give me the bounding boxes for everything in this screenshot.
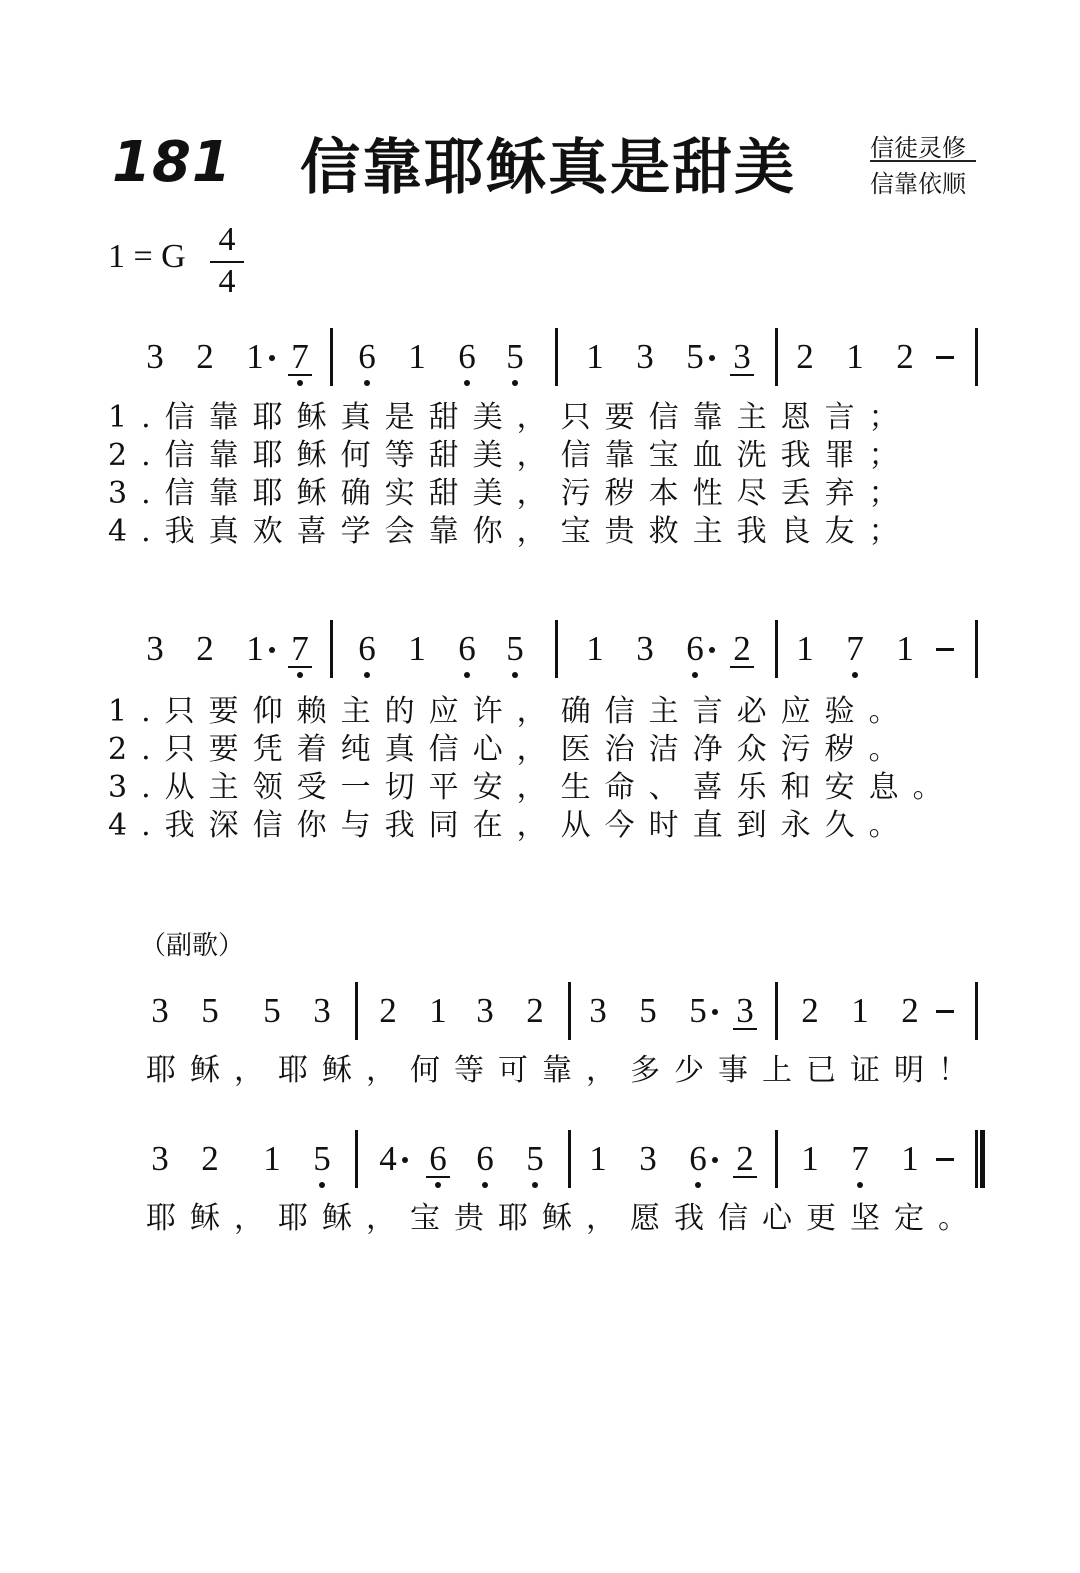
note-digit: 6	[476, 1139, 494, 1178]
lyric-line: 1.只要仰赖主的应许，确信主言必应验。	[108, 694, 913, 729]
category-divider	[870, 160, 976, 162]
note-digit: 5	[686, 337, 704, 376]
note-digit: 4	[379, 1139, 397, 1178]
category-top: 信徒灵修	[870, 134, 966, 162]
note-digit: 2	[896, 337, 914, 376]
low-octave-dot	[297, 380, 303, 386]
note-digit: 6	[689, 1139, 707, 1178]
eighth-underline	[733, 1176, 757, 1178]
bar-line	[775, 620, 778, 678]
low-octave-dot	[852, 672, 858, 678]
note-digit: 7	[291, 337, 309, 376]
low-octave-dot	[512, 672, 518, 678]
low-octave-dot	[297, 672, 303, 678]
note-digit: 3	[733, 337, 751, 376]
note	[680, 628, 710, 678]
augmentation-dot	[712, 1157, 718, 1163]
note-digit: 5	[201, 991, 219, 1030]
note-digit: 1	[586, 629, 604, 668]
note	[683, 1138, 713, 1188]
bar-line	[775, 1130, 778, 1188]
sustain-dash	[936, 1010, 954, 1013]
note	[580, 628, 610, 678]
note-digit: 6	[458, 337, 476, 376]
note	[470, 1138, 500, 1188]
note	[452, 336, 482, 386]
bar-line	[330, 328, 333, 386]
note-digit: 7	[846, 629, 864, 668]
note-digit: 1	[801, 1139, 819, 1178]
eighth-underline	[288, 374, 312, 376]
note	[895, 990, 925, 1040]
eighth-underline	[733, 1028, 757, 1030]
lyric-line: 3.从主领受一切平安，生命、喜乐和安息。	[108, 770, 957, 805]
note-digit: 3	[589, 991, 607, 1030]
final-bar-line	[980, 1130, 985, 1188]
augmentation-dot	[269, 647, 275, 653]
note-digit: 5	[689, 991, 707, 1030]
lyric-line: 耶稣，耶稣，宝贵耶稣，愿我信心更坚定。	[146, 1201, 982, 1236]
key-signature: 1 = G	[108, 238, 186, 275]
bar-line	[355, 1130, 358, 1188]
bar-line	[975, 328, 978, 386]
time-signature-bottom: 4	[218, 263, 236, 300]
note	[240, 336, 270, 386]
note	[402, 628, 432, 678]
note	[790, 336, 820, 386]
sustain-dash	[936, 1158, 954, 1161]
low-octave-dot	[695, 1182, 701, 1188]
note	[373, 990, 403, 1040]
note-digit: 5	[526, 1139, 544, 1178]
note-digit: 3	[639, 1139, 657, 1178]
time-signature	[210, 222, 244, 300]
note-digit: 2	[196, 337, 214, 376]
note	[500, 628, 530, 678]
note	[845, 990, 875, 1040]
note-digit: 2	[901, 991, 919, 1030]
note	[195, 1138, 225, 1188]
hymn-title: 信靠耶稣真是甜美	[300, 133, 796, 203]
lyric-line: 耶稣，耶稣，何等可靠，多少事上已证明！	[146, 1053, 982, 1088]
note-digit: 5	[506, 337, 524, 376]
note	[257, 1138, 287, 1188]
lyric-line: 4.我深信你与我同在，从今时直到永久。	[108, 808, 913, 843]
note-digit: 5	[313, 1139, 331, 1178]
note	[145, 1138, 175, 1188]
low-octave-dot	[692, 672, 698, 678]
note	[633, 1138, 663, 1188]
augmentation-dot	[709, 647, 715, 653]
note	[583, 1138, 613, 1188]
augmentation-dot	[709, 355, 715, 361]
note	[470, 990, 500, 1040]
category-bottom: 信靠依顺	[870, 170, 966, 198]
note	[730, 990, 760, 1040]
note	[840, 628, 870, 678]
note-digit: 1	[851, 991, 869, 1030]
note	[373, 1138, 403, 1188]
note	[583, 990, 613, 1040]
bar-line	[975, 982, 978, 1040]
note	[352, 628, 382, 678]
note	[140, 628, 170, 678]
notation-line	[0, 628, 1080, 688]
note	[307, 990, 337, 1040]
note	[452, 628, 482, 678]
note-digit: 3	[151, 991, 169, 1030]
low-octave-dot	[464, 672, 470, 678]
note	[145, 990, 175, 1040]
note	[790, 628, 820, 678]
bar-line	[775, 328, 778, 386]
lyric-line: 3.信靠耶稣确实甜美，污秽本性尽丢弃；	[108, 476, 913, 511]
bar-line	[555, 328, 558, 386]
note-digit: 3	[636, 629, 654, 668]
eighth-underline	[730, 666, 754, 668]
eighth-underline	[288, 666, 312, 668]
note-digit: 3	[476, 991, 494, 1030]
lyric-line: 1.信靠耶稣真是甜美，只要信靠主恩言；	[108, 400, 913, 435]
note-digit: 1	[846, 337, 864, 376]
note-digit: 3	[146, 629, 164, 668]
low-octave-dot	[464, 380, 470, 386]
note	[285, 628, 315, 678]
bar-line	[330, 620, 333, 678]
note	[633, 990, 663, 1040]
note-digit: 1	[896, 629, 914, 668]
note	[140, 336, 170, 386]
bar-line	[568, 982, 571, 1040]
note	[680, 336, 710, 386]
note	[352, 336, 382, 386]
bar-line	[975, 1130, 978, 1188]
note-digit: 6	[358, 337, 376, 376]
note	[190, 628, 220, 678]
note	[840, 336, 870, 386]
note-digit: 1	[429, 991, 447, 1030]
note-digit: 2	[526, 991, 544, 1030]
low-octave-dot	[532, 1182, 538, 1188]
sustain-dash	[936, 648, 954, 651]
note-digit: 3	[636, 337, 654, 376]
refrain-label: （副歌）	[140, 931, 245, 961]
low-octave-dot	[435, 1182, 441, 1188]
notation-line	[0, 1138, 1080, 1198]
lyric-line: 4.我真欢喜学会靠你，宝贵救主我良友；	[108, 514, 913, 549]
note-digit: 5	[506, 629, 524, 668]
eighth-underline	[426, 1176, 450, 1178]
low-octave-dot	[364, 672, 370, 678]
low-octave-dot	[512, 380, 518, 386]
note-digit: 3	[736, 991, 754, 1030]
note	[845, 1138, 875, 1188]
bar-line	[555, 620, 558, 678]
note-digit: 6	[686, 629, 704, 668]
note-digit: 3	[146, 337, 164, 376]
note	[307, 1138, 337, 1188]
note-digit: 1	[246, 629, 264, 668]
notation-line	[0, 990, 1080, 1050]
note-digit: 1	[408, 337, 426, 376]
bar-line	[568, 1130, 571, 1188]
note-digit: 7	[851, 1139, 869, 1178]
note	[402, 336, 432, 386]
note	[257, 990, 287, 1040]
note-digit: 2	[736, 1139, 754, 1178]
note	[727, 336, 757, 386]
augmentation-dot	[712, 1009, 718, 1015]
eighth-underline	[730, 374, 754, 376]
note	[285, 336, 315, 386]
lyric-line: 2.信靠耶稣何等甜美，信靠宝血洗我罪；	[108, 438, 913, 473]
note	[890, 628, 920, 678]
note-digit: 2	[196, 629, 214, 668]
note-digit: 2	[201, 1139, 219, 1178]
note	[423, 1138, 453, 1188]
hymn-number: 181	[112, 130, 232, 195]
note	[683, 990, 713, 1040]
note-digit: 7	[291, 629, 309, 668]
sustain-dash	[936, 356, 954, 359]
note-digit: 1	[589, 1139, 607, 1178]
note-digit: 6	[429, 1139, 447, 1178]
low-octave-dot	[319, 1182, 325, 1188]
note-digit: 5	[639, 991, 657, 1030]
note-digit: 2	[801, 991, 819, 1030]
note	[630, 628, 660, 678]
bar-line	[775, 982, 778, 1040]
note	[520, 1138, 550, 1188]
note	[630, 336, 660, 386]
note-digit: 6	[458, 629, 476, 668]
time-signature-top: 4	[218, 221, 236, 258]
note	[580, 336, 610, 386]
augmentation-dot	[402, 1157, 408, 1163]
bar-line	[355, 982, 358, 1040]
note-digit: 3	[313, 991, 331, 1030]
bar-line	[975, 620, 978, 678]
augmentation-dot	[269, 355, 275, 361]
note	[795, 990, 825, 1040]
note	[190, 336, 220, 386]
note	[730, 1138, 760, 1188]
note-digit: 2	[379, 991, 397, 1030]
note	[890, 336, 920, 386]
note-digit: 1	[796, 629, 814, 668]
note-digit: 1	[246, 337, 264, 376]
notation-line	[0, 336, 1080, 396]
low-octave-dot	[364, 380, 370, 386]
lyric-line: 2.只要凭着纯真信心，医治洁净众污秽。	[108, 732, 913, 767]
note	[727, 628, 757, 678]
note	[895, 1138, 925, 1188]
note	[500, 336, 530, 386]
note	[423, 990, 453, 1040]
low-octave-dot	[482, 1182, 488, 1188]
note-digit: 2	[733, 629, 751, 668]
note	[195, 990, 225, 1040]
note-digit: 1	[408, 629, 426, 668]
note-digit: 2	[796, 337, 814, 376]
note	[795, 1138, 825, 1188]
note-digit: 1	[901, 1139, 919, 1178]
note-digit: 1	[586, 337, 604, 376]
note-digit: 6	[358, 629, 376, 668]
note	[520, 990, 550, 1040]
note	[240, 628, 270, 678]
low-octave-dot	[857, 1182, 863, 1188]
note-digit: 3	[151, 1139, 169, 1178]
note-digit: 1	[263, 1139, 281, 1178]
note-digit: 5	[263, 991, 281, 1030]
